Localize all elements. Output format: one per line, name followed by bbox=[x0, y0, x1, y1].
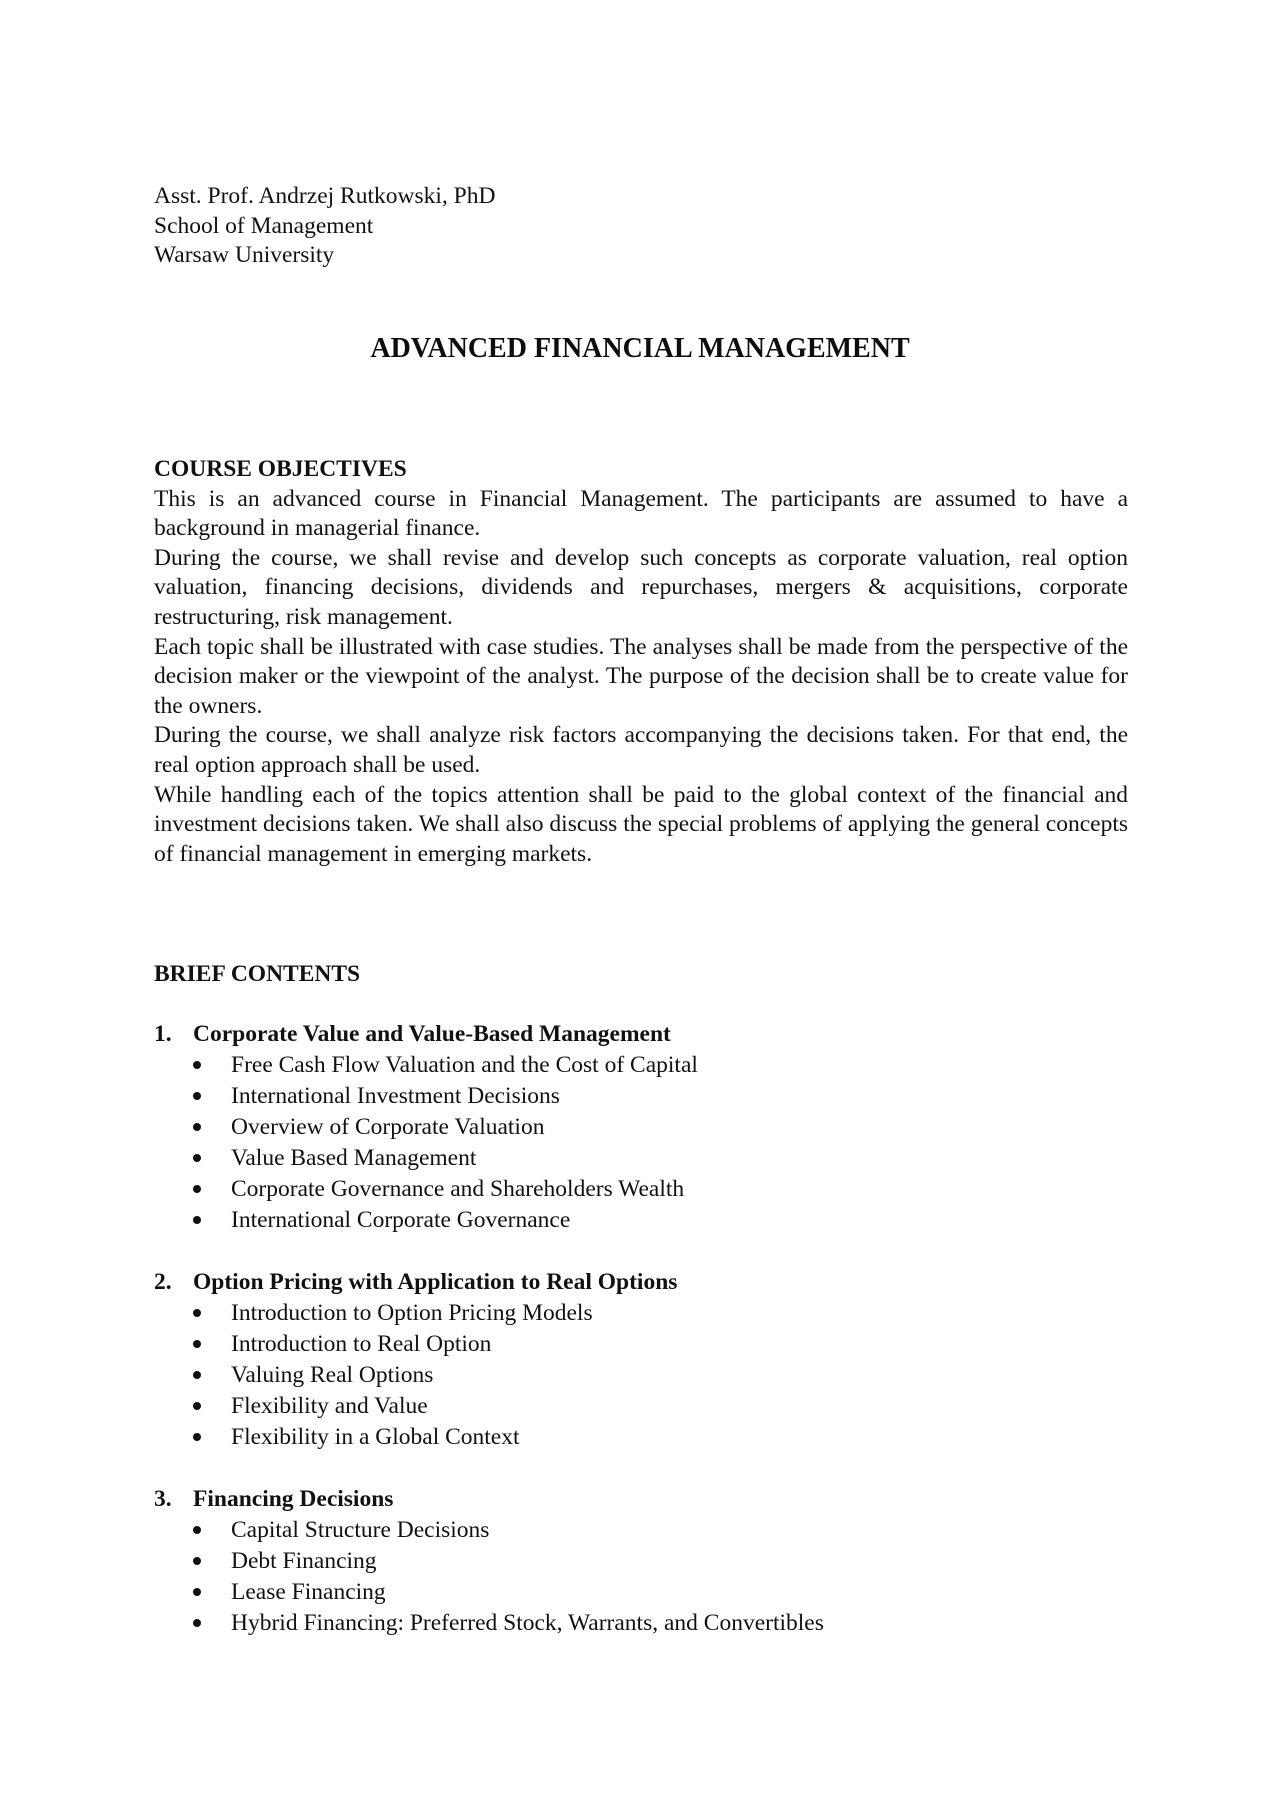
topic-heading bbox=[154, 1267, 1128, 1298]
topic-2 bbox=[154, 1267, 1128, 1453]
topic-title: Financing Decisions bbox=[193, 1486, 394, 1512]
bullet-icon bbox=[154, 1112, 231, 1143]
topic-heading bbox=[154, 1484, 1128, 1515]
list-item bbox=[154, 1329, 1128, 1360]
list-item bbox=[154, 1608, 1128, 1639]
topic-number: 1. bbox=[154, 1021, 172, 1047]
bullet-icon bbox=[154, 1329, 231, 1360]
list-item bbox=[154, 1360, 1128, 1391]
list-item bbox=[154, 1577, 1128, 1608]
list-item bbox=[154, 1298, 1128, 1329]
list-item-text: Corporate Governance and Shareholders Wealth bbox=[231, 1176, 685, 1202]
list-item bbox=[154, 1546, 1128, 1577]
list-item bbox=[154, 1422, 1128, 1453]
bullet-icon bbox=[154, 1515, 231, 1546]
list-item-text: Free Cash Flow Valuation and the Cost of Capital bbox=[231, 1052, 698, 1078]
topic-1 bbox=[154, 1019, 1128, 1236]
course-objectives-section bbox=[154, 455, 1128, 869]
list-item-text: Value Based Management bbox=[231, 1145, 477, 1171]
list-item-text: International Investment Decisions bbox=[231, 1083, 560, 1109]
topic-number: 2. bbox=[154, 1269, 172, 1295]
topic-title: Corporate Value and Value-Based Management bbox=[193, 1021, 671, 1047]
list-item-text: International Corporate Governance bbox=[231, 1207, 571, 1233]
bullet-icon bbox=[154, 1050, 231, 1081]
bullet-icon bbox=[154, 1608, 231, 1639]
brief-contents-section bbox=[154, 960, 1128, 990]
list-item-text: Flexibility and Value bbox=[231, 1393, 428, 1419]
list-item-text: Introduction to Real Option bbox=[231, 1331, 492, 1357]
bullet-icon bbox=[154, 1360, 231, 1391]
list-item-text: Capital Structure Decisions bbox=[231, 1517, 490, 1543]
list-item bbox=[154, 1391, 1128, 1422]
list-item-text: Introduction to Option Pricing Models bbox=[231, 1300, 593, 1326]
objectives-paragraph: During the course, we shall analyze risk factors accompanying the decisions taken. For that end, the real option approach shall be used. bbox=[154, 722, 1128, 778]
bullet-icon bbox=[154, 1546, 231, 1577]
list-item bbox=[154, 1515, 1128, 1546]
objectives-paragraph: Each topic shall be illustrated with case studies. The analyses shall be made from the perspective of the decision maker or the viewpoint of the analyst. The purpose of the decision shall be to create value for the owners. bbox=[154, 633, 1128, 719]
objectives-paragraph: While handling each of the topics attention shall be paid to the global context of the financial and investment decisions taken. We shall also discuss the special problems of applying the general concepts of financial management in emerging markets. bbox=[154, 781, 1128, 867]
document-title: ADVANCED FINANCIAL MANAGEMENT bbox=[370, 333, 910, 364]
bullet-icon bbox=[154, 1081, 231, 1112]
list-item bbox=[154, 1081, 1128, 1112]
list-item-text: Valuing Real Options bbox=[231, 1362, 434, 1388]
list-item bbox=[154, 1112, 1128, 1143]
list-item-text: Flexibility in a Global Context bbox=[231, 1424, 520, 1450]
objectives-paragraph: This is an advanced course in Financial Management. The participants are assumed to have a background in managerial finance. bbox=[154, 485, 1128, 542]
bullet-icon bbox=[154, 1205, 231, 1236]
list-item-text: Hybrid Financing: Preferred Stock, Warrants, and Convertibles bbox=[231, 1610, 824, 1636]
list-item bbox=[154, 1174, 1128, 1205]
bullet-icon bbox=[154, 1174, 231, 1205]
topic-3 bbox=[154, 1484, 1128, 1639]
objectives-paragraph: During the course, we shall revise and develop such concepts as corporate valuation, real option valuation, financing decisions, dividends and repurchases, mergers & acquisitions, corporate restructuring, risk management. bbox=[154, 544, 1128, 630]
university-name: Warsaw University bbox=[154, 242, 335, 269]
topic-title: Option Pricing with Application to Real Options bbox=[193, 1269, 678, 1295]
bullet-icon bbox=[154, 1422, 231, 1453]
list-item bbox=[154, 1205, 1128, 1236]
author-name: Asst. Prof. Andrzej Rutkowski, PhD bbox=[154, 183, 496, 209]
course-objectives-heading: COURSE OBJECTIVES bbox=[154, 456, 407, 482]
school-name: School of Management bbox=[154, 212, 374, 239]
bullet-icon bbox=[154, 1391, 231, 1422]
topic-number: 3. bbox=[154, 1486, 172, 1512]
bullet-icon bbox=[154, 1298, 231, 1329]
author-header bbox=[154, 182, 1128, 271]
list-item-text: Debt Financing bbox=[231, 1548, 377, 1574]
brief-contents-heading: BRIEF CONTENTS bbox=[154, 961, 361, 987]
bullet-icon bbox=[154, 1143, 231, 1174]
topic-heading bbox=[154, 1019, 1128, 1050]
bullet-icon bbox=[154, 1577, 231, 1608]
list-item-text: Overview of Corporate Valuation bbox=[231, 1114, 545, 1140]
list-item bbox=[154, 1050, 1128, 1081]
list-item-text: Lease Financing bbox=[231, 1579, 386, 1605]
list-item bbox=[154, 1143, 1128, 1174]
